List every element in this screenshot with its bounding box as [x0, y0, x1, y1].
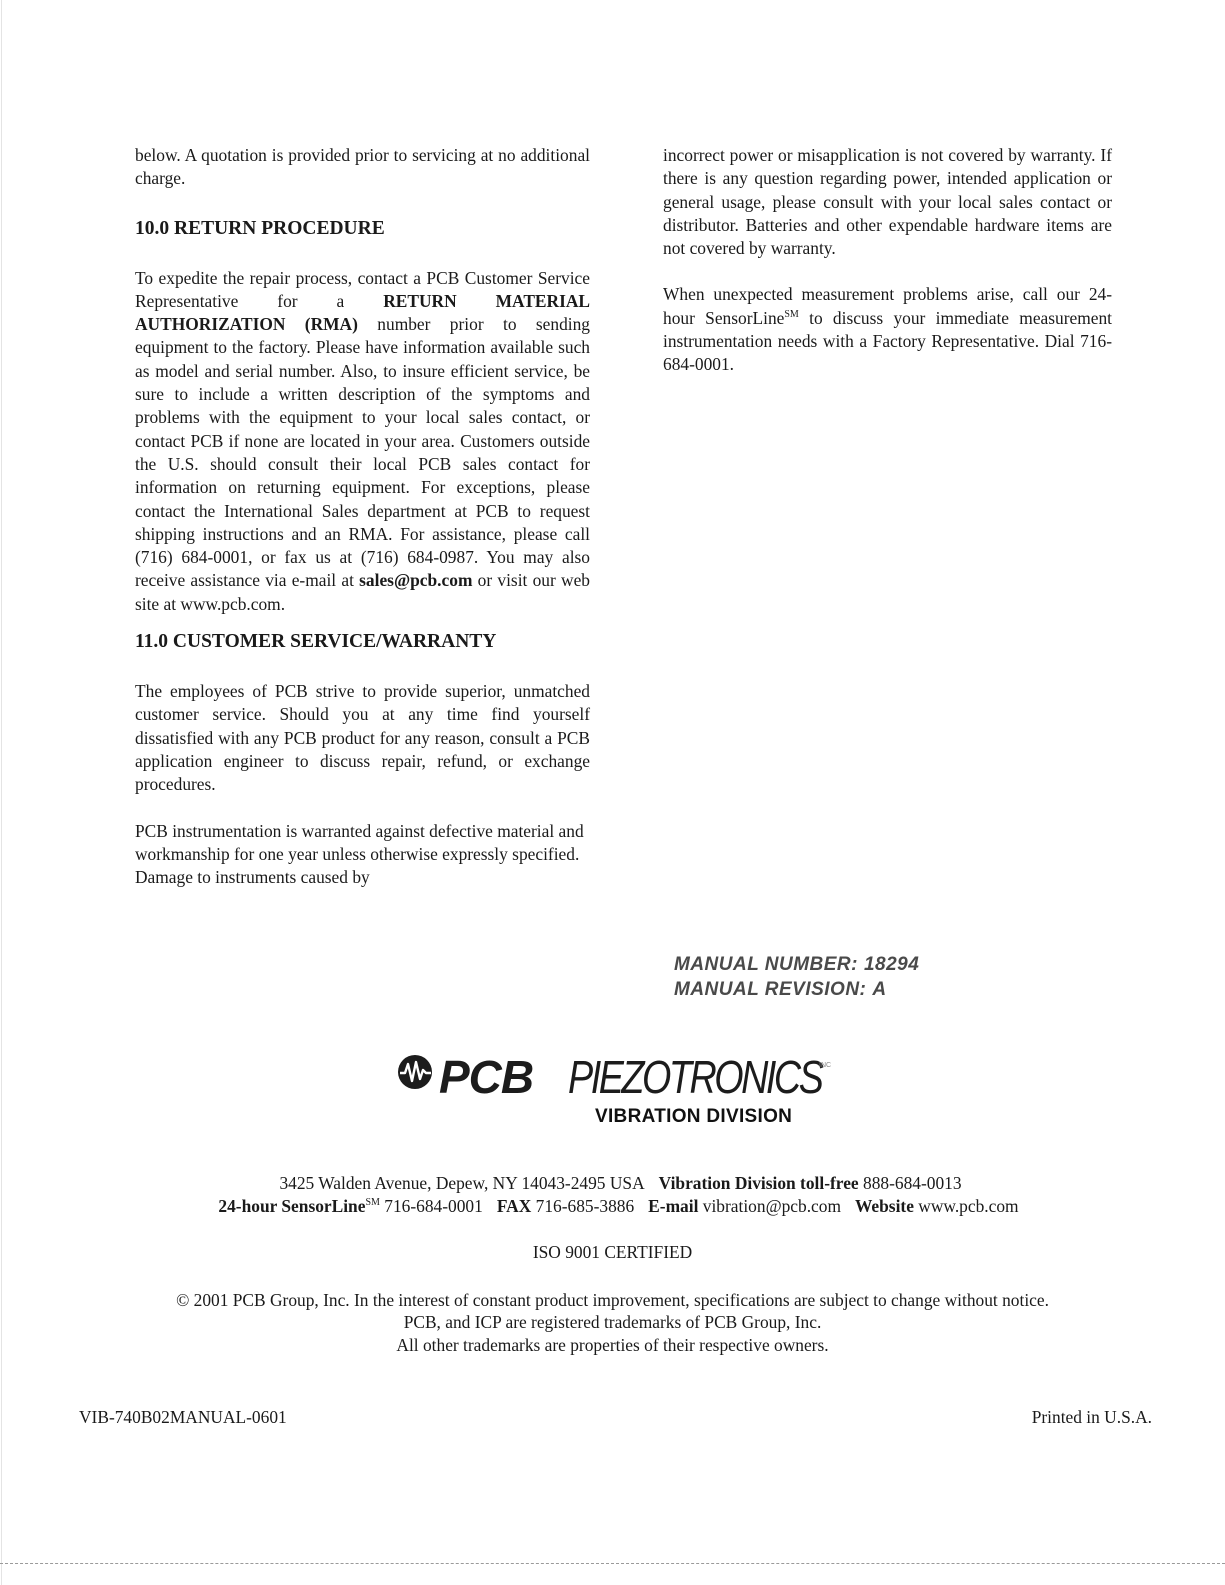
- website-link[interactable]: www.pcb.com: [918, 1196, 1019, 1216]
- return-procedure-paragraph: [135, 267, 590, 616]
- section-11-heading: 11.0 CUSTOMER SERVICE/WARRANTY: [135, 631, 497, 653]
- logo-piezotronics-text: PIEZOTRONICS: [568, 1051, 822, 1103]
- customer-service-paragraph: The employees of PCB strive to provide superior, unmatched customer service. Should you at any time find yourself dissatisfied with any PCB product for any reason, consult a PCB application engineer to discuss repair, refund, or exchange procedures.: [135, 681, 590, 795]
- other-trademarks-line: All other trademarks are properties of their respective owners.: [396, 1335, 829, 1355]
- company-logo: [395, 1048, 855, 1130]
- return-text-a: To expedite the repair process, contact a PCB Customer Service Representative for a: [135, 267, 590, 311]
- warranty-paragraph: PCB instrumentation is warranted against defective material and workmanship for one year unless otherwise expressly specified. Damage to instruments caused by: [135, 820, 584, 888]
- address-line: [0, 1172, 1225, 1194]
- return-text-b: number prior to sending equipment to the factory. Please have information available such as model and serial number. Also, to insure efficient service, be sure to include a written description of the symptoms and problems with the equipment to your local sales contact, or contact PCB if none are located in your area. Customers outside the U.S. should consult their local PCB sales contact for information on returning equipment. For exceptions, please contact the International Sales department at PCB to request shipping instructions and an RMA. For assistance, please call (716) 684-0001, or fax us at (716) 684-0987. You may also receive assistance via e-mail at: [135, 314, 590, 591]
- logo-pcb-text: PCB: [439, 1051, 534, 1103]
- warranty-continued-paragraph: incorrect power or misapplication is not covered by warranty. If there is any question regarding power, intended application or general usage, please consult with your local sales contact or distributor. Batteries and other expendable hardware items are not covered by warranty.: [663, 145, 1112, 259]
- fax-number: 716-685-3886: [535, 1196, 635, 1216]
- manual-revision-row: [674, 977, 919, 1002]
- pcb-emblem-icon: [395, 1048, 441, 1094]
- manual-revision-value: A: [872, 979, 887, 1000]
- email-link[interactable]: vibration@pcb.com: [702, 1196, 841, 1216]
- service-mark: SM: [784, 308, 799, 320]
- manual-number-label: MANUAL NUMBER:: [674, 954, 858, 975]
- left-column: [135, 144, 590, 889]
- tollfree-number: 888-684-0013: [863, 1173, 962, 1193]
- document-code: VIB-740B02MANUAL-0601: [79, 1407, 287, 1427]
- return-text-c: or visit our web site at www.pcb.com.: [135, 570, 590, 614]
- sensorline-service-mark: SM: [365, 1197, 380, 1208]
- sensorline-paragraph: [663, 283, 1112, 376]
- sensorline-number: 716-684-0001: [384, 1196, 483, 1216]
- manual-info: [674, 952, 919, 1002]
- address: 3425 Walden Avenue, Depew, NY 14043-2495 USA: [279, 1173, 645, 1193]
- sensorline-label: 24-hour SensorLine: [218, 1196, 366, 1216]
- fax-label: FAX: [496, 1196, 532, 1216]
- sensorline-text-b: to discuss your immediate measurement instrumentation needs with a Factory Representative. Dial 716-684-0001.: [663, 307, 1113, 375]
- website-label: Website: [854, 1196, 914, 1216]
- rma-label: RETURN MATERIAL AUTHORIZATION (RMA): [135, 290, 590, 335]
- iso-certification: ISO 9001 CERTIFIED: [532, 1242, 693, 1262]
- right-column: [663, 144, 1112, 377]
- email-label: E-mail: [648, 1196, 699, 1216]
- tollfree-label: Vibration Division toll-free: [658, 1173, 859, 1193]
- manual-number-value: 18294: [863, 954, 920, 975]
- copyright-line: © 2001 PCB Group, Inc. In the interest of constant product improvement, specifications are subject to change without notice.: [176, 1290, 1049, 1310]
- printed-in: Printed in U.S.A.: [1031, 1407, 1152, 1427]
- logo-division-text: VIBRATION DIVISION: [595, 1106, 793, 1127]
- sales-email-link[interactable]: sales@pcb.com: [359, 570, 473, 591]
- manual-number-row: [674, 952, 919, 977]
- sensorline-text-a: When unexpected measurement problems arise, call our 24-hour SensorLine: [663, 284, 1112, 328]
- page-bottom-edge: [0, 1563, 1225, 1564]
- manual-revision-label: MANUAL REVISION:: [674, 979, 867, 1000]
- logo-inc-text: INC: [819, 1062, 832, 1069]
- intro-paragraph: below. A quotation is provided prior to servicing at no additional charge.: [135, 145, 590, 189]
- section-10-heading: 10.0 RETURN PROCEDURE: [135, 217, 385, 239]
- contact-line: [0, 1195, 1225, 1217]
- trademark-line: PCB, and ICP are registered trademarks of PCB Group, Inc.: [403, 1312, 822, 1332]
